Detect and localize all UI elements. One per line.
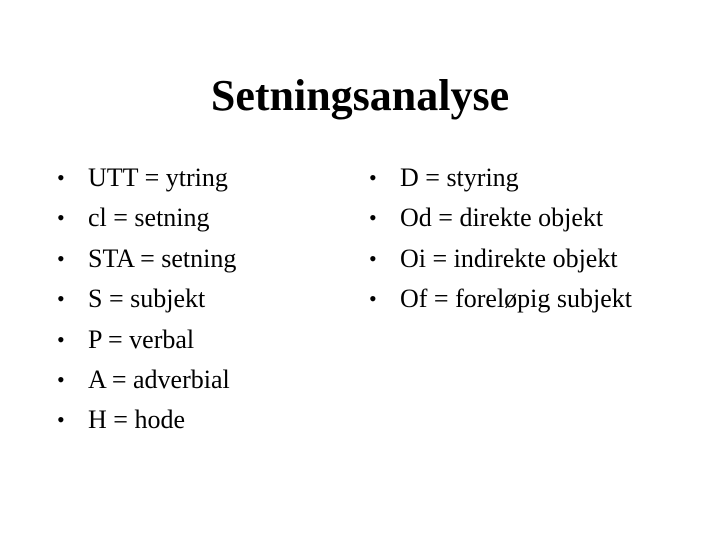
bullet-icon: •	[57, 326, 65, 352]
list-item-text: Oi = indirekte objekt	[400, 243, 618, 273]
list-item	[57, 279, 236, 319]
list-item	[57, 320, 236, 360]
list-item	[369, 158, 632, 198]
bullet-icon: •	[57, 407, 65, 433]
list-item	[57, 198, 236, 238]
bullet-icon: •	[57, 286, 65, 312]
list-item	[57, 360, 236, 400]
list-item-text: STA = setning	[88, 243, 237, 273]
list-item-text: D = styring	[400, 163, 519, 192]
bullet-icon: •	[369, 286, 377, 312]
slide-title: Setningsanalyse	[210, 71, 510, 120]
list-item	[57, 239, 237, 279]
list-item	[57, 158, 236, 198]
list-item	[57, 400, 236, 440]
list-item-text: cl = setning	[88, 203, 210, 233]
list-item-text: Of = foreløpig subjekt	[400, 284, 633, 314]
list-item-text: A = adverbial	[88, 364, 230, 394]
right-bullet-list	[369, 158, 633, 320]
list-item-text: P = verbal	[88, 324, 195, 354]
bullet-icon: •	[57, 366, 65, 392]
list-item	[369, 239, 632, 279]
list-item	[369, 279, 633, 319]
bullet-icon: •	[57, 245, 65, 271]
list-item-text: Od = direkte objekt	[400, 203, 604, 233]
left-bullet-list	[57, 158, 237, 441]
bullet-icon: •	[369, 165, 377, 190]
list-item	[369, 198, 632, 238]
list-item-text: H = hode	[88, 405, 185, 435]
list-item-text: S = subjekt	[88, 284, 206, 314]
list-item-text: UTT = ytring	[88, 163, 228, 192]
bullet-icon: •	[57, 205, 65, 231]
bullet-icon: •	[369, 245, 377, 271]
bullet-icon: •	[57, 165, 65, 190]
bullet-icon: •	[369, 205, 377, 231]
